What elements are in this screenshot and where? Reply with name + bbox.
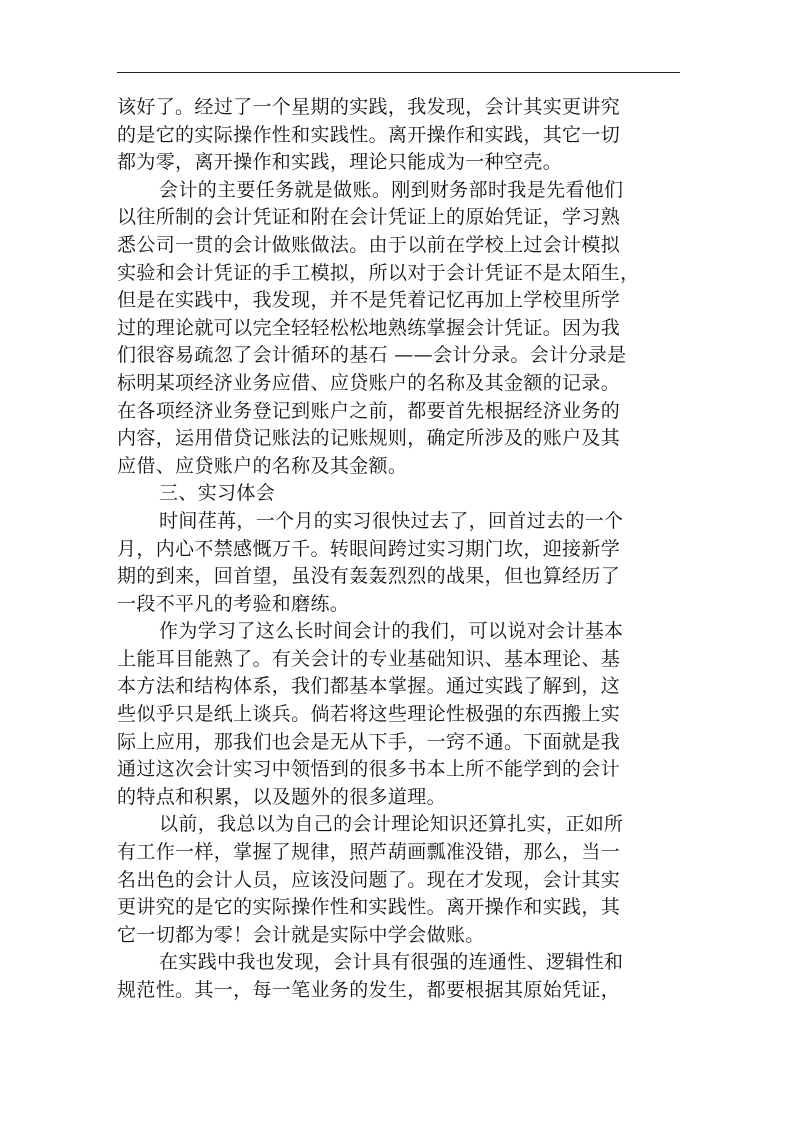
text-line: 些似乎只是纸上谈兵。倘若将这些理论性极强的东西搬上实 — [117, 703, 621, 726]
body-text — [117, 94, 683, 1005]
text-line: 该好了。经过了一个星期的实践，我发现，会计其实更讲究 — [117, 96, 621, 118]
text-line: 通过这次会计实习中领悟到的很多书本上所不能学到的会计 — [117, 758, 621, 781]
text-line: 都为零，离开操作和实践，理论只能成为一种空壳。 — [117, 151, 563, 174]
text-line: 上能耳目能熟了。有关会计的专业基础知识、基本理论、基 — [117, 647, 621, 670]
text-line: 际上应用，那我们也会是无从下手，一窍不通。下面就是我 — [117, 730, 621, 753]
text-line: 内容，运用借贷记账法的记账规则，确定所涉及的账户及其 — [117, 427, 621, 450]
text-line: 规范性。其一，每一笔业务的发生，都要根据其原始凭证， — [117, 979, 621, 1001]
text-line: 月，内心不禁感慨万千。转眼间跨过实习期门坎，迎接新学 — [117, 537, 621, 560]
text-line: 一段不平凡的考验和磨练。 — [117, 592, 350, 615]
text-line: 会计的主要任务就是做账。刚到财务部时我是先看他们 — [159, 178, 624, 201]
text-line: 的特点和积累，以及题外的很多道理。 — [117, 785, 446, 808]
text-line: 的是它的实际操作性和实践性。离开操作和实践，其它一切 — [117, 123, 621, 146]
text-line: 以往所制的会计凭证和附在会计凭证上的原始凭证，学习熟 — [117, 206, 621, 229]
text-line: 但是在实践中，我发现，并不是凭着记忆再加上学校里所学 — [117, 289, 621, 312]
text-line: 应借、应贷账户的名称及其金额。 — [117, 454, 408, 477]
text-line: 它一切都为零！会计就是实际中学会做账。 — [117, 923, 485, 946]
text-line: 标明某项经济业务应借、应贷账户的名称及其金额的记录。 — [117, 371, 621, 394]
text-line: 实验和会计凭证的手工模拟，所以对于会计凭证不是太陌生， — [117, 261, 640, 284]
text-line: 时间荏苒，一个月的实习很快过去了，回首过去的一个 — [159, 509, 624, 532]
text-line: 过的理论就可以完全轻轻松松地熟练掌握会计凭证。因为我 — [117, 316, 621, 339]
text-line: 本方法和结构体系，我们都基本掌握。通过实践了解到，这 — [117, 675, 621, 698]
text-line: 以前，我总以为自己的会计理论知识还算扎实，正如所 — [159, 813, 624, 836]
text-line: 悉公司一贯的会计做账做法。由于以前在学校上过会计模拟 — [117, 233, 621, 256]
text-line: 作为学习了这么长时间会计的我们，可以说对会计基本 — [159, 620, 624, 643]
text-line: 在各项经济业务登记到账户之前，都要首先根据经济业务的 — [117, 399, 621, 422]
text-line: 更讲究的是它的实际操作性和实践性。离开操作和实践，其 — [117, 896, 621, 919]
text-line: 有工作一样，掌握了规律，照芦葫画瓢准没错，那么，当一 — [117, 841, 621, 864]
text-line: 三、实习体会 — [159, 482, 276, 505]
text-line: 在实践中我也发现，会计具有很强的连通性、逻辑性和 — [159, 951, 624, 974]
header-rule — [117, 72, 680, 73]
text-line: 期的到来，回首望，虽没有轰轰烈烈的战果，但也算经历了 — [117, 565, 621, 588]
text-line: 们很容易疏忽了会计循环的基石 ——会计分录。会计分录是 — [117, 344, 627, 367]
text-line: 名出色的会计人员，应该没问题了。现在才发现，会计其实 — [117, 868, 621, 891]
